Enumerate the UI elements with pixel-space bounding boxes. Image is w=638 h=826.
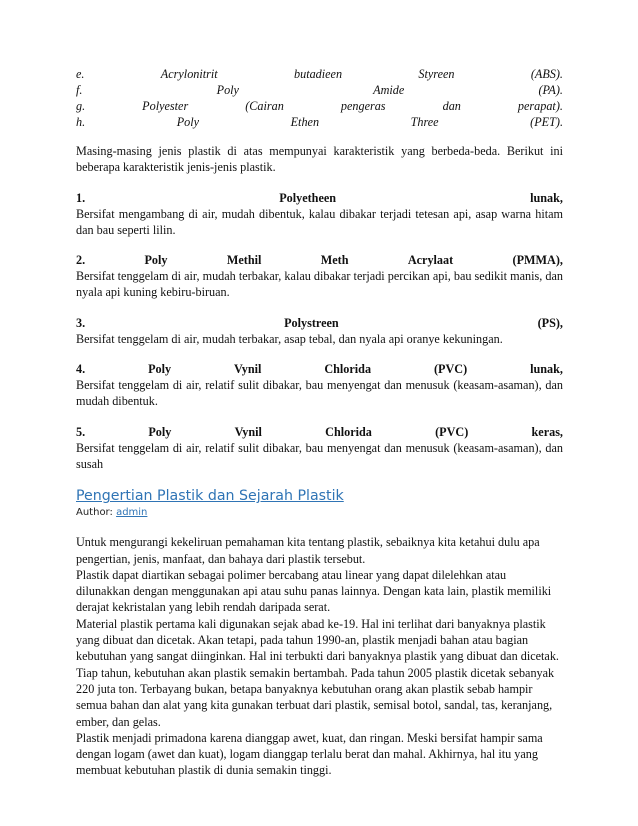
article-paragraph: Material plastik pertama kali digunakan sejak abad ke-19. Hal ini terlihat dari banyaknya plastik yang dibuat dan dicetak. Akan tetapi, pada tahun 1990-an, plastik menjadi bahan atau bagian kebutuhan yang sangat diinginkan. Hal ini terbukti dari banyaknya plastik yang dibuat dan dicetak. xyxy=(76,616,559,664)
list-word: butadieen xyxy=(294,67,343,81)
list-word: (Cairan xyxy=(245,99,284,113)
list-word: Acrylonitrit xyxy=(160,67,218,81)
plastic-type-heading xyxy=(76,424,563,440)
type-word: Methil xyxy=(226,253,262,268)
list-word: perapat). xyxy=(517,99,563,113)
plastic-type-description: Bersifat tenggelam di air, relatif sulit dibakar, bau menyengat dan menusuk (keasam-asaman), dan mudah dibentuk. xyxy=(76,378,563,409)
list-marker: e. xyxy=(76,67,85,81)
list-word: Styreen xyxy=(418,67,455,81)
plastic-type-description: Bersifat tenggelam di air, mudah terbakar, asap tebal, dan nyala api oranye kekuningan. xyxy=(76,331,503,346)
list-word: Three xyxy=(410,115,439,129)
type-number: 3. xyxy=(76,315,86,330)
type-number: 1. xyxy=(76,190,86,205)
list-word: Poly xyxy=(176,115,200,129)
type-word: Poly xyxy=(148,362,172,377)
list-item xyxy=(76,66,563,82)
article-paragraph: Untuk mengurangi kekeliruan pemahaman kita tentang plastik, sebaiknya kita ketahui dulu apa pengertian, jenis, manfaat, dan bahaya dari plastik tersebut. xyxy=(76,535,540,566)
plastic-type-description: Bersifat mengambang di air, mudah dibentuk, kalau dibakar terjadi tetesan api, asap warna hitam dan bau seperti lilin. xyxy=(76,206,563,237)
list-marker: g. xyxy=(76,99,86,113)
article-body xyxy=(76,534,563,778)
plastic-abbrev-list xyxy=(76,66,563,130)
article-title-link[interactable]: Pengertian Plastik dan Sejarah Plastik xyxy=(76,488,344,505)
type-word: Poly xyxy=(148,424,172,439)
document-page xyxy=(76,66,563,779)
list-word: (PET). xyxy=(530,115,563,129)
type-word: Polystreen xyxy=(284,315,339,330)
plastic-type-heading xyxy=(76,190,563,206)
list-item xyxy=(76,114,563,130)
type-number: 5. xyxy=(76,424,86,439)
type-word: (PMMA), xyxy=(512,253,563,268)
plastic-type-description: Bersifat tenggelam di air, mudah terbakar, kalau dibakar terjadi percikan api, bau sedikit manis, dan nyala api kuning kebiru-biruan. xyxy=(76,269,563,300)
list-marker: f. xyxy=(76,83,83,97)
type-word: Chlorida xyxy=(325,424,372,439)
plastic-type-heading xyxy=(76,252,563,268)
type-word: Poly xyxy=(144,253,168,268)
plastic-type-description: Bersifat tenggelam di air, relatif sulit dibakar, bau menyengat dan menusuk (keasam-asaman), dan susah xyxy=(76,440,563,471)
article-paragraph: Plastik menjadi primadona karena dianggap awet, kuat, dan ringan. Meski bersifat hampir sama dengan logam (awet dan kuat), logam dianggap terlalu berat dan mahal. Akhirnya, hal itu yang membuat kebutuhan plastik di dunia semakin tinggi. xyxy=(76,730,543,778)
type-number: 4. xyxy=(76,362,86,377)
list-item xyxy=(76,82,563,98)
list-item xyxy=(76,98,563,114)
type-word: (PVC) xyxy=(433,362,468,377)
list-word: Ethen xyxy=(290,115,320,129)
article-paragraph: Plastik dapat diartikan sebagai polimer bercabang atau linear yang dapat dilelehkan atau dilunakkan dengan menggunakan api atau suhu panas lainnya. Dengan kata lain, plastik memiliki derajat kekristalan yang lebih rendah daripada serat. xyxy=(76,567,552,615)
type-word: Acrylaat xyxy=(407,253,454,268)
type-word: Chlorida xyxy=(324,362,372,377)
plastic-type-heading xyxy=(76,361,563,377)
author-link[interactable]: admin xyxy=(116,507,148,519)
list-word: Poly xyxy=(216,83,239,97)
type-word: Vynil xyxy=(234,424,262,439)
type-word: lunak, xyxy=(530,190,563,205)
author-line xyxy=(76,506,563,520)
plastic-type-heading xyxy=(76,315,563,331)
list-word: (ABS). xyxy=(530,67,563,81)
type-number: 2. xyxy=(76,253,86,268)
intro-paragraph: Masing-masing jenis plastik di atas mempunyai karakteristik yang berbeda-beda. Berikut ini beberapa karakteristik jenis-jenis plastik. xyxy=(76,144,563,175)
list-word: Polyester xyxy=(142,99,189,113)
list-word: pengeras xyxy=(340,99,386,113)
article-paragraph: Tiap tahun, kebutuhan akan plastik semakin bertambah. Pada tahun 2005 plastik dicetak sebanyak 220 juta ton. Terbayang bukan, betapa banyaknya kebutuhan orang akan plastik sebab hampir semua bahan dan alat yang kita gunakan terbuat dari plastik, semisal botol, sandal, tas, keranjang, ember, dan gelas. xyxy=(76,665,555,729)
list-word: Amide xyxy=(373,83,405,97)
type-word: Meth xyxy=(320,253,349,268)
type-word: (PVC) xyxy=(435,424,469,439)
list-word: dan xyxy=(442,99,461,113)
author-label: Author: xyxy=(76,507,113,519)
type-word: keras, xyxy=(531,424,563,439)
list-word: (PA). xyxy=(538,83,563,97)
type-word: Vynil xyxy=(234,362,262,377)
type-word: (PS), xyxy=(537,315,563,330)
type-word: Polyetheen xyxy=(279,190,337,205)
type-word: lunak, xyxy=(530,362,563,377)
list-marker: h. xyxy=(76,115,86,129)
